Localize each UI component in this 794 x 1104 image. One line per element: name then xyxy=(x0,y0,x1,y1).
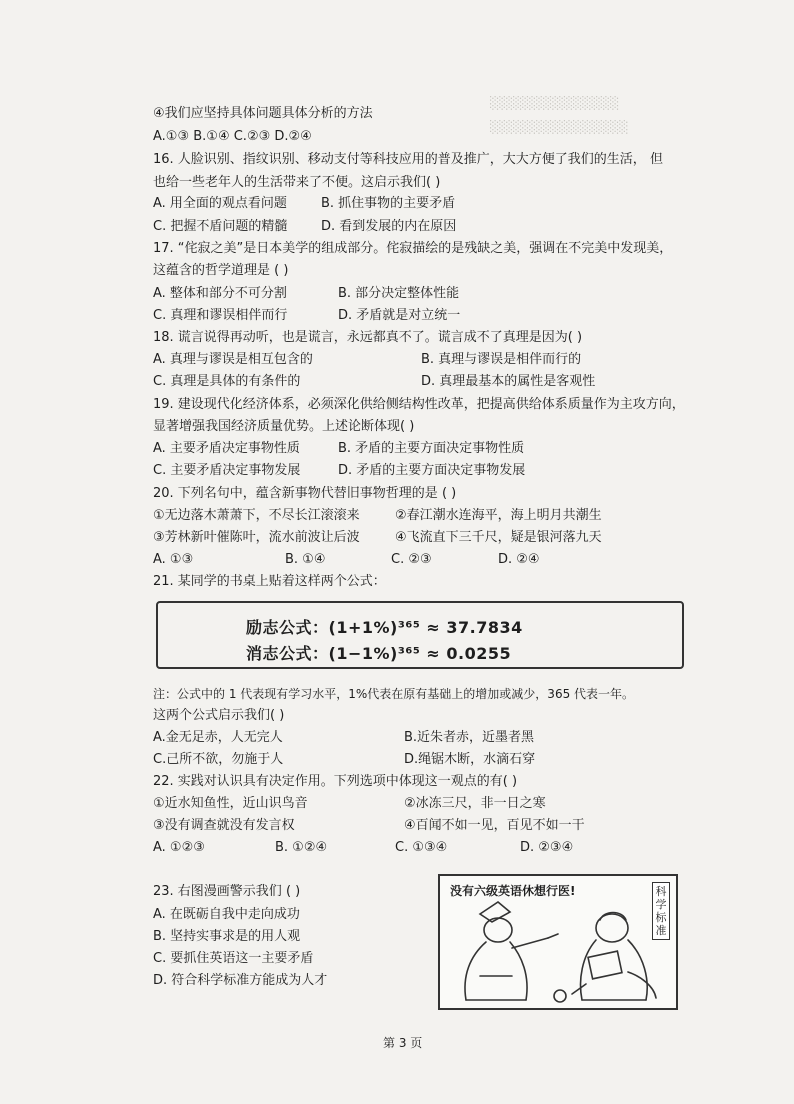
bleed-through-text: ░░░░░░░░░░░░░░░ xyxy=(490,120,629,134)
question-21-cont: 这两个公式启示我们( ) xyxy=(153,708,285,723)
q20-item-2: ②春江潮水连海平，海上明月共潮生 xyxy=(395,508,602,523)
q23-option-d: D. 符合科学标准方能成为人才 xyxy=(153,973,328,988)
q18-option-a: A. 真理与谬误是相互包含的 xyxy=(153,352,313,367)
answer-choices: A.①③ B.①④ C.②③ D.②④ xyxy=(153,129,312,144)
q22-option-d: D. ②③④ xyxy=(520,840,574,855)
page-number: 第 3 页 xyxy=(383,1036,423,1050)
q23-option-a: A. 在既砺自我中走向成功 xyxy=(153,907,300,922)
q20-item-3: ③芳林新叶催陈叶，流水前波让后波 xyxy=(153,530,360,545)
q21-option-a: A.金无足赤，人无完人 xyxy=(153,730,283,745)
cartoon-drawing-icon xyxy=(440,876,676,1008)
q22-option-b: B. ①②④ xyxy=(275,840,328,855)
q22-item-4: ④百闻不如一见，百见不如一干 xyxy=(404,818,585,833)
question-19-cont: 显著增强我国经济质量优势。上述论断体现( ) xyxy=(153,419,415,434)
question-21: 21. 某同学的书桌上贴着这样两个公式： xyxy=(153,574,386,589)
option-line: ④我们应坚持具体问题具体分析的方法 xyxy=(153,106,373,121)
question-17-cont: 这蕴含的哲学道理是 ( ) xyxy=(153,263,289,278)
q16-option-a: A. 用全面的观点看问题 xyxy=(153,196,287,211)
motivation-formula: 励志公式：(1+1%)³⁶⁵ ≈ 37.7834 xyxy=(246,618,523,637)
question-18: 18. 谎言说得再动听，也是谎言，永远都真不了。谎言成不了真理是因为( ) xyxy=(153,330,583,345)
q18-option-d: D. 真理最基本的属性是客观性 xyxy=(421,374,596,389)
q17-option-d: D. 矛盾就是对立统一 xyxy=(338,308,461,323)
q21-option-b: B.近朱者赤，近墨者黑 xyxy=(404,730,535,745)
question-22: 22. 实践对认识具有决定作用。下列选项中体现这一观点的有( ) xyxy=(153,774,518,789)
q17-option-c: C. 真理和谬误相伴而行 xyxy=(153,308,288,323)
q20-option-b: B. ①④ xyxy=(285,552,326,567)
cartoon-sign: 科学标准 xyxy=(652,882,670,940)
q20-option-a: A. ①③ xyxy=(153,552,194,567)
cartoon-caption: 没有六级英语休想行医! xyxy=(450,884,576,898)
q17-option-b: B. 部分决定整体性能 xyxy=(338,286,460,301)
question-19: 19. 建设现代化经济体系，必须深化供给侧结构性改革，把提高供给体系质量作为主攻方向， xyxy=(153,397,685,412)
q20-option-c: C. ②③ xyxy=(391,552,432,567)
q19-option-b: B. 矛盾的主要方面决定事物性质 xyxy=(338,441,525,456)
q19-option-a: A. 主要矛盾决定事物性质 xyxy=(153,441,300,456)
q23-option-c: C. 要抓住英语这一主要矛盾 xyxy=(153,951,314,966)
q22-item-1: ①近水知鱼性，近山识鸟音 xyxy=(153,796,308,811)
q18-option-c: C. 真理是具体的有条件的 xyxy=(153,374,301,389)
question-16: 16. 人脸识别、指纹识别、移动支付等科技应用的普及推广，大大方便了我们的生活， 但 xyxy=(153,152,663,167)
question-17: 17. “侘寂之美”是日本美学的组成部分。侘寂描绘的是残缺之美，强调在不完美中发现美， xyxy=(153,241,673,256)
q20-item-1: ①无边落木萧萧下，不尽长江滚滚来 xyxy=(153,508,360,523)
q22-option-c: C. ①③④ xyxy=(395,840,448,855)
formula-note: 注：公式中的 1 代表现有学习水平，1%代表在原有基础上的增加或减少，365 代表一年。 xyxy=(153,687,635,701)
bleed-through-text: ░░░░░░░░░░░░░░ xyxy=(490,96,620,110)
formula-box xyxy=(156,601,684,669)
q18-option-b: B. 真理与谬误是相伴而行的 xyxy=(421,352,582,367)
q22-item-3: ③没有调查就没有发言权 xyxy=(153,818,295,833)
q16-option-b: B. 抓住事物的主要矛盾 xyxy=(321,196,456,211)
q21-option-d: D.绳锯木断，水滴石穿 xyxy=(404,752,536,767)
q22-item-2: ②冰冻三尺，非一日之寒 xyxy=(404,796,546,811)
q20-option-d: D. ②④ xyxy=(498,552,540,567)
question-20: 20. 下列名句中，蕴含新事物代替旧事物哲理的是 ( ) xyxy=(153,486,457,501)
q19-option-d: D. 矛盾的主要方面决定事物发展 xyxy=(338,463,526,478)
q16-option-d: D. 看到发展的内在原因 xyxy=(321,219,457,234)
cartoon-illustration xyxy=(438,874,678,1010)
q20-item-4: ④飞流直下三千尺，疑是银河落九天 xyxy=(395,530,602,545)
question-16-cont: 也给一些老年人的生活带来了不便。这启示我们( ) xyxy=(153,175,441,190)
discouragement-formula: 消志公式：(1−1%)³⁶⁵ ≈ 0.0255 xyxy=(246,644,512,663)
q16-option-c: C. 把握不盾问题的精髓 xyxy=(153,219,288,234)
q17-option-a: A. 整体和部分不可分割 xyxy=(153,286,287,301)
q22-option-a: A. ①②③ xyxy=(153,840,205,855)
question-23: 23. 右图漫画警示我们 ( ) xyxy=(153,884,301,899)
q19-option-c: C. 主要矛盾决定事物发展 xyxy=(153,463,301,478)
q21-option-c: C.己所不欲，勿施于人 xyxy=(153,752,284,767)
q23-option-b: B. 坚持实事求是的用人观 xyxy=(153,929,301,944)
